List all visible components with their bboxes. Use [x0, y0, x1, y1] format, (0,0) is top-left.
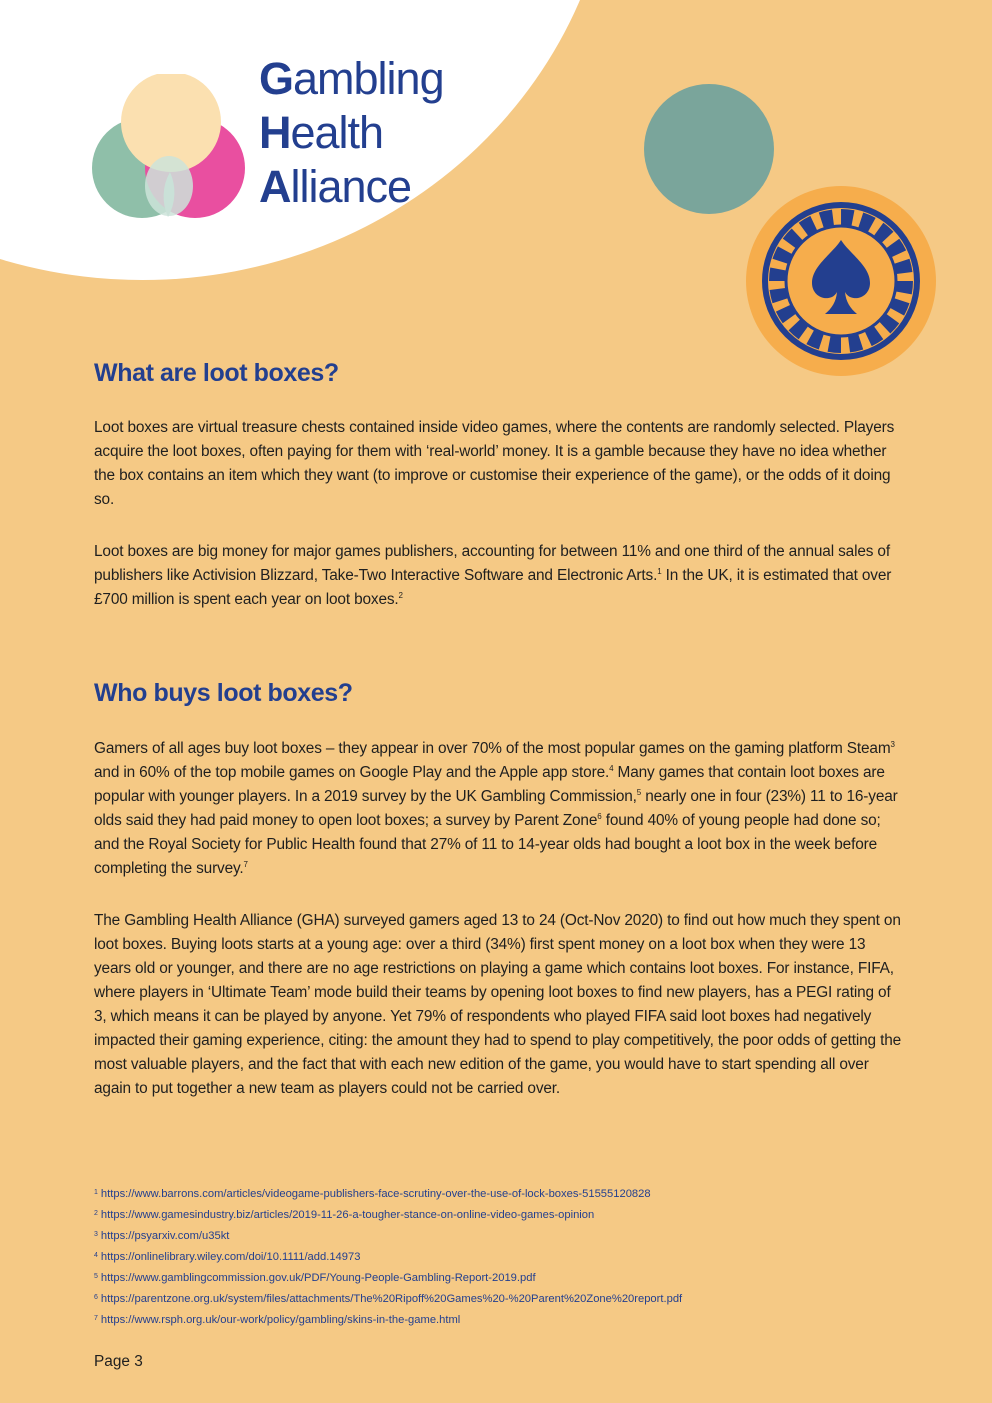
footnote-number: 3	[94, 1231, 98, 1238]
footnote-item[interactable]	[94, 1288, 894, 1309]
paragraph-text: found 40% of young people had done so; and the Royal Society for Public Health found that 27% of 11 to 14-year olds had bought a loot box in the week before completing the survey.	[94, 812, 881, 877]
poker-chip-spade-icon	[746, 186, 936, 376]
logo-text-lliance: lliance	[290, 161, 412, 212]
logo-text-ambling: ambling	[293, 53, 444, 104]
footnote-link[interactable]: https://www.barrons.com/articles/videogame-publishers-face-scrutiny-over-the-use-of-lock-boxes-51555120828	[100, 1188, 651, 1200]
paragraph-loot-box-definition: Loot boxes are virtual treasure chests contained inside video games, where the contents are randomly selected. Players acquire the loot boxes, often paying for them with ‘real-world’ money. It is a gamble because they have no idea whether the box contains an item which they want (to improve or customise their experience of the game), or the odds of it doing so.	[94, 419, 895, 508]
footnote-ref-7: 7	[243, 860, 248, 869]
footnote-item[interactable]	[94, 1309, 894, 1330]
paragraph-text: Gamers of all ages buy loot boxes – they appear in over 70% of the most popular games on the gaming platform Steam	[94, 740, 891, 757]
paragraph-who-buys	[94, 737, 906, 881]
heading-what-are-loot-boxes: What are loot boxes?	[94, 359, 339, 387]
heading-who-buys-loot-boxes: Who buys loot boxes?	[94, 679, 353, 707]
footnote-ref-4: 4	[609, 764, 614, 773]
logo-wordmark	[259, 52, 444, 214]
footnotes-list	[94, 1183, 894, 1330]
footnote-number: 1	[94, 1189, 98, 1196]
footnote-number: 4	[94, 1252, 98, 1259]
footnote-link[interactable]: https://parentzone.org.uk/system/files/attachments/The%20Ripoff%20Games%20-%20Parent%20Zone%20report.pdf	[100, 1293, 683, 1305]
footnote-number: 2	[94, 1210, 98, 1217]
footnote-link[interactable]: https://psyarxiv.com/u35kt	[100, 1230, 230, 1242]
footnote-ref-2: 2	[398, 591, 403, 600]
paragraph-gha-survey: The Gambling Health Alliance (GHA) surveyed gamers aged 13 to 24 (Oct-Nov 2020) to find out how much they spent on loot boxes. Buying loots starts at a young age: over a third (34%) first spent money on a loot box when they were 13 years old or younger, and there are no age restrictions on playing a game which contains loot boxes. For instance, FIFA, where players in ‘Ultimate Team’ mode build their teams by opening loot boxes to find new players, has a PEGI rating of 3, which means it can be played by anyone. Yet 79% of respondents who played FIFA said loot boxes had negatively impacted their gaming experience, citing: the amount they had to spend to play competitively, the poor odds of getting the most valuable players, and the fact that with each new edition of the game, you would have to start spending all over again to put together a new team as players could not be carried over.	[94, 912, 902, 1097]
paragraph-loot-box-revenue	[94, 540, 906, 612]
logo-initial-h: H	[259, 107, 291, 158]
logo-initial-a: A	[259, 161, 291, 212]
logo-venn-icon	[92, 74, 252, 220]
footnote-link[interactable]: https://www.gamesindustry.biz/articles/2019-11-26-a-tougher-stance-on-online-video-games-opinion	[100, 1209, 595, 1221]
footnote-ref-1: 1	[657, 567, 662, 576]
page-number: Page 3	[94, 1353, 143, 1370]
footnote-number: 7	[94, 1315, 98, 1322]
paragraph-text: and in 60% of the top mobile games on Google Play and the Apple app store.	[94, 764, 610, 781]
footnote-ref-3: 3	[890, 740, 895, 749]
footnote-number: 5	[94, 1273, 98, 1280]
footnote-link[interactable]: https://www.rsph.org.uk/our-work/policy/gambling/skins-in-the-game.html	[100, 1314, 461, 1326]
paragraph-text: Many games that contain loot boxes are popular with younger players. In a 2019 survey by the UK Gambling Commission,	[94, 764, 885, 805]
footnote-ref-5: 5	[636, 788, 642, 797]
footnote-link[interactable]: https://onlinelibrary.wiley.com/doi/10.1111/add.14973	[100, 1251, 361, 1263]
footnote-item[interactable]	[94, 1246, 894, 1267]
footnote-link[interactable]: https://www.gamblingcommission.gov.uk/PDF/Young-People-Gambling-Report-2019.pdf	[100, 1272, 536, 1284]
logo-text-ealth: ealth	[290, 107, 384, 158]
paragraph-text: In the UK, it is estimated that over £700 million is spent each year on loot boxes.	[94, 567, 892, 608]
footnote-ref-6: 6	[597, 812, 602, 821]
footnote-item[interactable]	[94, 1225, 894, 1246]
paragraph-text: nearly one in four (23%) 11 to 16-year olds said they had paid money to open loot boxes; a survey by Parent Zone	[94, 788, 898, 829]
logo-initial-g: G	[259, 53, 294, 104]
footnote-item[interactable]	[94, 1267, 894, 1288]
paragraph-text: Loot boxes are big money for major games publishers, accounting for between 11% and one third of the annual sales of publishers like Activision Blizzard, Take-Two Interactive Software and Electronic Arts.	[94, 543, 890, 584]
footnote-number: 6	[94, 1294, 98, 1301]
footnote-item[interactable]	[94, 1183, 894, 1204]
footnote-item[interactable]	[94, 1204, 894, 1225]
